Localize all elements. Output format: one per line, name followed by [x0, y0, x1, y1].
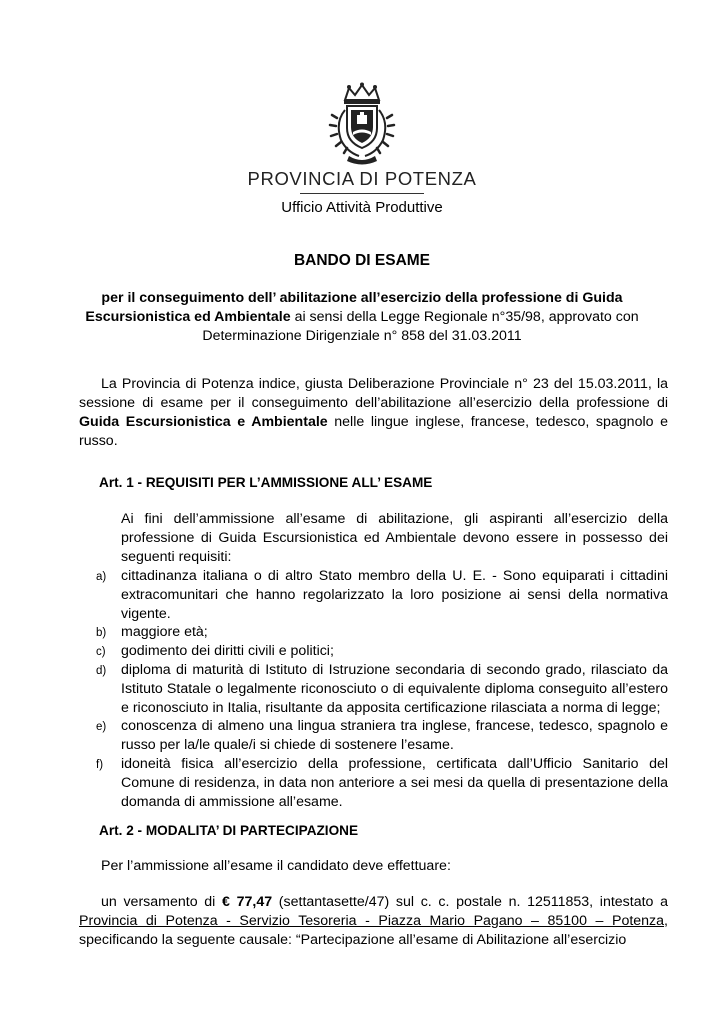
list-marker: b)	[96, 627, 107, 640]
list-item-text: cittadinanza italiana o di altro Stato membro della U. E. - Sono equiparati i cittadini extracomunitari che hanno regolarizzato la loro posizione ai sensi della normativa vigente.	[121, 568, 668, 622]
office-name: Ufficio Attività Produttive	[281, 199, 443, 216]
payment-amount: € 77,47	[222, 894, 273, 910]
province-coat-of-arms-logo	[327, 82, 397, 166]
list-item	[96, 755, 668, 811]
document-subtitle	[72, 289, 652, 346]
intro-bold: Guida Escursionistica e Ambientale	[79, 414, 328, 430]
list-marker: a)	[96, 571, 107, 583]
list-item-text: godimento dei diritti civili e politici;	[121, 643, 334, 660]
intro-text-end: nelle lingue inglese, francese, tedesco, spagnolo e russo.	[79, 414, 668, 449]
list-item-text: conoscenza di almeno una lingua straniera tra inglese, francese, tedesco, spagnolo e russo per la/le quale/i si chiede di sostenere l’esame.	[121, 718, 668, 754]
list-item	[96, 567, 668, 623]
intro-text: La Provincia di Potenza indice, giusta Deliberazione Provinciale n° 23 del 15.03.2011, la sessione di esame per il conseguimento dell’abilitazione all’esercizio della professione di	[79, 376, 668, 411]
list-item	[96, 661, 668, 717]
subtitle-rest: ai sensi della Legge Regionale n°35/98, approvato con Determinazione Dirigenziale n° 858 del 31.03.2011	[202, 309, 639, 344]
list-item-text: maggiore età;	[121, 624, 208, 641]
list-marker: d)	[96, 664, 107, 677]
art2-intro: Per l’ammissione all’esame il candidato deve effettuare:	[101, 858, 451, 874]
list-marker: c)	[96, 646, 106, 659]
header-divider	[300, 193, 424, 194]
list-item	[96, 623, 668, 642]
list-marker: f)	[96, 758, 104, 771]
organization-name: PROVINCIA DI POTENZA	[247, 168, 477, 189]
payment-paragraph	[79, 893, 668, 950]
art1-heading: Art. 1 - REQUISITI PER L’AMMISSIONE ALL’ ESAME	[99, 475, 433, 490]
list-item	[96, 717, 668, 755]
list-item-text: idoneità fisica all’esercizio della professione, certificata dall’Ufficio Sanitario del Comune di residenza, in data non anteriore a sei mesi da quella di presentazione della domanda di ammissione all’esame.	[121, 755, 668, 810]
art2-heading: Art. 2 - MODALITA’ DI PARTECIPAZIONE	[99, 823, 359, 838]
list-item-text: diploma di maturità di Istituto di Istruzione secondaria di secondo grado, rilasciato da Istituto Statale o legalmente riconosciuto o di equivalente diploma conseguito all’estero e riconosciuto in Italia, risultante da apposita certificazione rilasciata a norma di legge;	[121, 661, 668, 716]
payment-payee: Provincia di Potenza - Servizio Tesoreria - Piazza Mario Pagano – 85100 – Potenza	[79, 913, 665, 929]
payment-text-end: , specificando la seguente causale: “Partecipazione all’esame di Abilitazione all’esercizio	[79, 913, 668, 948]
subtitle-bold: per il conseguimento dell’ abilitazione all’esercizio della professione di Guida Escursionistica ed Ambientale	[85, 290, 623, 325]
list-item	[96, 642, 668, 661]
art1-intro: Ai fini dell’ammissione all’esame di abilitazione, gli aspiranti all’esercizio della professione di Guida Escursionistica ed Ambientale devono essere in possesso dei seguenti requisiti:	[121, 511, 668, 565]
payment-text-mid: (settantasette/47) sul c. c. postale n. 12511853, intestato a	[272, 894, 669, 910]
requirements-list	[96, 567, 668, 811]
list-marker: e)	[96, 721, 107, 734]
intro-paragraph	[79, 375, 668, 451]
payment-text: un versamento di	[101, 894, 223, 910]
document-title: BANDO DI ESAME	[293, 252, 431, 269]
